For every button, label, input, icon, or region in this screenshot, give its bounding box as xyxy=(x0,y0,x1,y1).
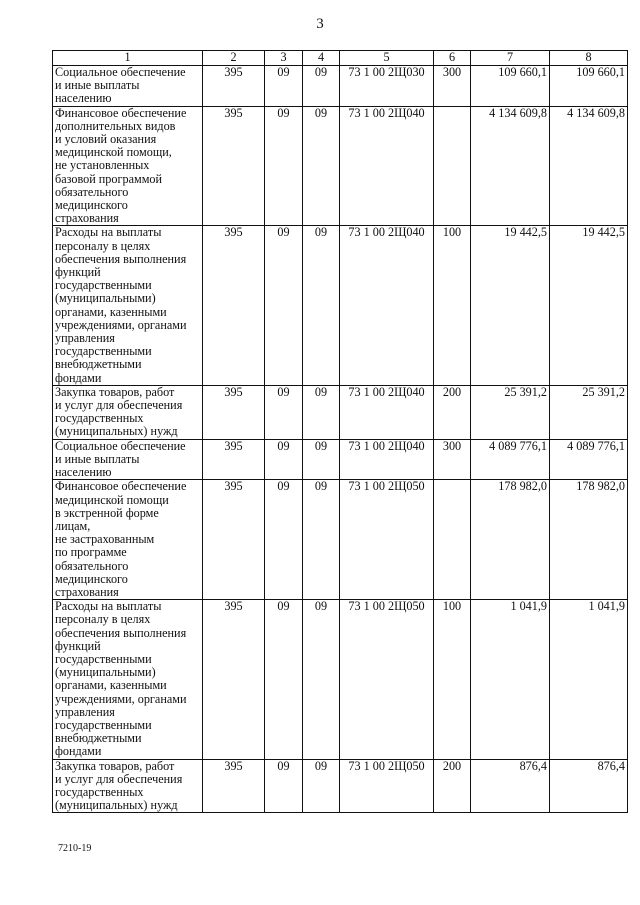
table-row xyxy=(53,439,628,480)
amount-col-8: 178 982,0 xyxy=(550,480,628,600)
section-code: 09 xyxy=(265,66,303,107)
target-item-code: 73 1 00 2Щ040 xyxy=(340,439,434,480)
table-row xyxy=(53,480,628,600)
subsection-code: 09 xyxy=(303,759,340,813)
target-item-code: 73 1 00 2Щ040 xyxy=(340,226,434,385)
amount-col-8: 19 442,5 xyxy=(550,226,628,385)
table-row xyxy=(53,759,628,813)
ministry-code: 395 xyxy=(203,385,265,439)
expense-type-code: 200 xyxy=(434,385,471,439)
amount-col-7: 4 089 776,1 xyxy=(471,439,550,480)
section-code: 09 xyxy=(265,439,303,480)
table-row xyxy=(53,106,628,226)
section-code: 09 xyxy=(265,385,303,439)
section-code: 09 xyxy=(265,480,303,600)
ministry-code: 395 xyxy=(203,439,265,480)
target-item-code: 73 1 00 2Щ040 xyxy=(340,385,434,439)
subsection-code: 09 xyxy=(303,106,340,226)
subsection-code: 09 xyxy=(303,66,340,107)
expense-name: Расходы на выплаты персоналу в целях обеспечения выполнения функций государственными (муниципальными) органами, казенными учреждениями, органами управления государственными внебюджетными фондами xyxy=(53,600,203,759)
subsection-code: 09 xyxy=(303,480,340,600)
subsection-code: 09 xyxy=(303,600,340,759)
target-item-code: 73 1 00 2Щ050 xyxy=(340,480,434,600)
column-header-6: 6 xyxy=(434,51,471,66)
amount-col-8: 4 134 609,8 xyxy=(550,106,628,226)
target-item-code: 73 1 00 2Щ040 xyxy=(340,106,434,226)
ministry-code: 395 xyxy=(203,480,265,600)
amount-col-8: 109 660,1 xyxy=(550,66,628,107)
expense-type-code: 200 xyxy=(434,759,471,813)
subsection-code: 09 xyxy=(303,226,340,385)
expense-type-code xyxy=(434,106,471,226)
table-row xyxy=(53,600,628,759)
expense-type-code: 100 xyxy=(434,226,471,385)
expense-type-code: 100 xyxy=(434,600,471,759)
ministry-code: 395 xyxy=(203,600,265,759)
column-header-2: 2 xyxy=(203,51,265,66)
column-header-5: 5 xyxy=(340,51,434,66)
budget-table xyxy=(52,50,628,813)
section-code: 09 xyxy=(265,759,303,813)
amount-col-8: 1 041,9 xyxy=(550,600,628,759)
amount-col-7: 178 982,0 xyxy=(471,480,550,600)
expense-name: Финансовое обеспечение медицинской помощи в экстренной форме лицам, не застрахованным по программе обязательного медицинского страхования xyxy=(53,480,203,600)
target-item-code: 73 1 00 2Щ050 xyxy=(340,759,434,813)
expense-name: Расходы на выплаты персоналу в целях обеспечения выполнения функций государственными (муниципальными) органами, казенными учреждениями, органами управления государственными внебюджетными фондами xyxy=(53,226,203,385)
ministry-code: 395 xyxy=(203,226,265,385)
page-number: 3 xyxy=(316,16,324,32)
amount-col-8: 876,4 xyxy=(550,759,628,813)
ministry-code: 395 xyxy=(203,759,265,813)
expense-name: Социальное обеспечение и иные выплаты населению xyxy=(53,66,203,107)
table-row xyxy=(53,226,628,385)
expense-name: Закупка товаров, работ и услуг для обеспечения государственных (муниципальных) нужд xyxy=(53,759,203,813)
section-code: 09 xyxy=(265,106,303,226)
table-row xyxy=(53,385,628,439)
expense-type-code xyxy=(434,480,471,600)
column-header-4: 4 xyxy=(303,51,340,66)
column-header-7: 7 xyxy=(471,51,550,66)
ministry-code: 395 xyxy=(203,66,265,107)
amount-col-7: 25 391,2 xyxy=(471,385,550,439)
expense-type-code: 300 xyxy=(434,66,471,107)
subsection-code: 09 xyxy=(303,385,340,439)
target-item-code: 73 1 00 2Щ050 xyxy=(340,600,434,759)
expense-name: Закупка товаров, работ и услуг для обеспечения государственных (муниципальных) нужд xyxy=(53,385,203,439)
amount-col-7: 1 041,9 xyxy=(471,600,550,759)
ministry-code: 395 xyxy=(203,106,265,226)
section-code: 09 xyxy=(265,226,303,385)
target-item-code: 73 1 00 2Щ030 xyxy=(340,66,434,107)
amount-col-7: 4 134 609,8 xyxy=(471,106,550,226)
column-header-1: 1 xyxy=(53,51,203,66)
amount-col-8: 4 089 776,1 xyxy=(550,439,628,480)
subsection-code: 09 xyxy=(303,439,340,480)
section-code: 09 xyxy=(265,600,303,759)
document-code: 7210-19 xyxy=(58,843,92,854)
header-row xyxy=(53,51,628,66)
amount-col-7: 109 660,1 xyxy=(471,66,550,107)
amount-col-7: 876,4 xyxy=(471,759,550,813)
expense-name: Финансовое обеспечение дополнительных видов и условий оказания медицинской помощи, не установленных базовой программой обязательного медицинского страхования xyxy=(53,106,203,226)
column-header-3: 3 xyxy=(265,51,303,66)
expense-type-code: 300 xyxy=(434,439,471,480)
amount-col-8: 25 391,2 xyxy=(550,385,628,439)
expense-name: Социальное обеспечение и иные выплаты населению xyxy=(53,439,203,480)
column-header-8: 8 xyxy=(550,51,628,66)
table-row xyxy=(53,66,628,107)
amount-col-7: 19 442,5 xyxy=(471,226,550,385)
